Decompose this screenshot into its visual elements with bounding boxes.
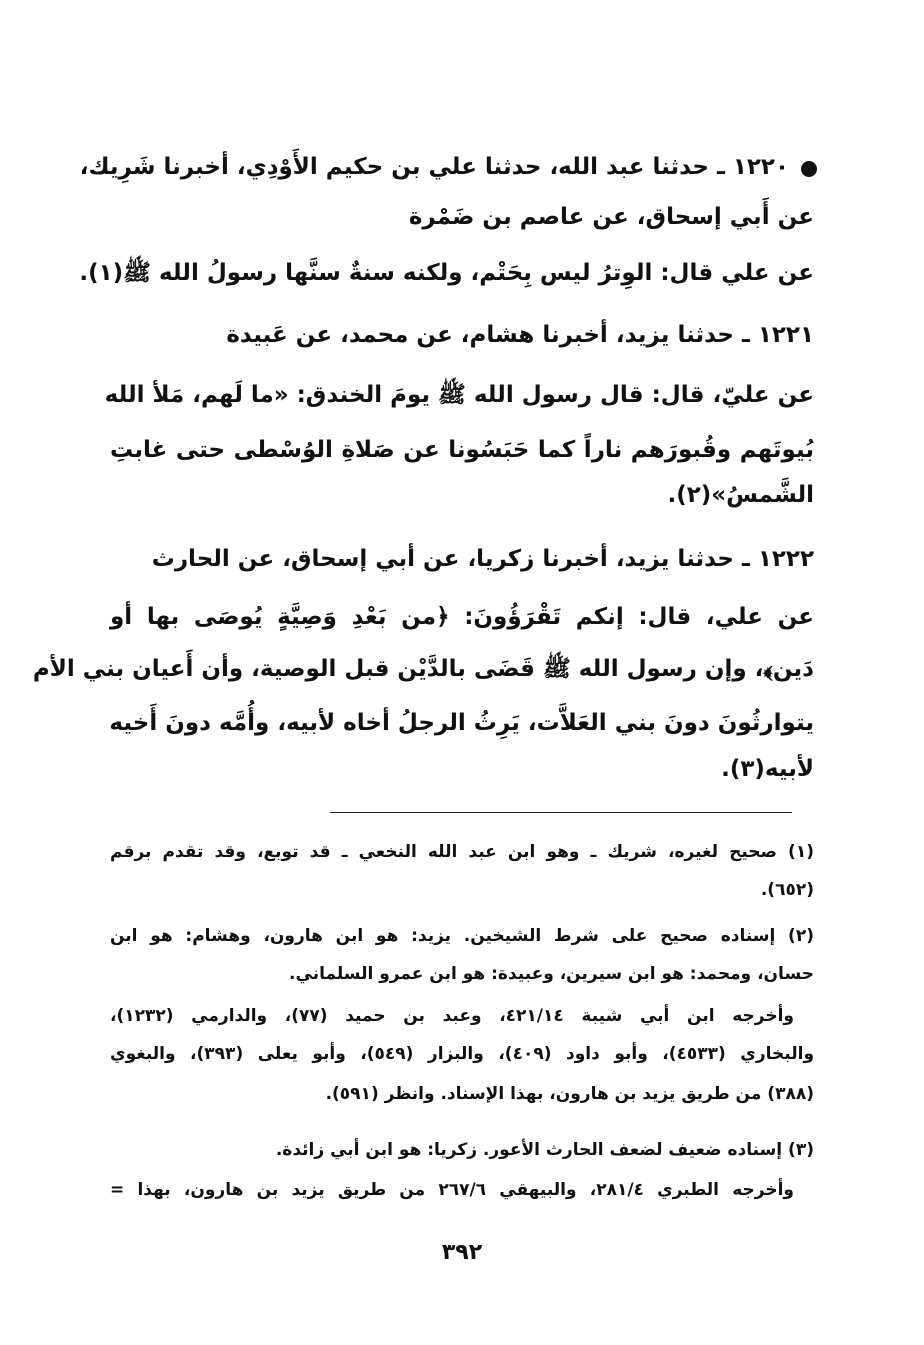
hadith-1222-isnad: ١٢٢٢ ـ حدثنا يزيد، أخبرنا زكريا، عن أبي إسحاق، عن الحارث [151, 546, 814, 572]
hadith-1221-matn-line1: عن عليّ، قال: قال رسول الله ﷺ يومَ الخندق: «ما لَهم، مَلأ الله [104, 382, 814, 408]
hadith-1221-matn-line3: الشَّمسُ»(٢). [667, 482, 814, 508]
hadith-1222-matn-line2: دَين﴾، وإن رسول الله ﷺ قَضَى بالدَّيْن قبل الوصية، وأن أَعيان بني الأم [32, 656, 814, 682]
hadith-1222-matn-line1: عن علي، قال: إنكم تَقْرَؤُونَ: ﴿من بَعْدِ وَصِيَّةٍ يُوصَى بها أو [110, 604, 814, 630]
page-number: ٣٩٢ [441, 1240, 483, 1265]
footnote-2-line5: (٣٨٨) من طريق يزيد بن هارون، بهذا الإسناد. وانظر (٥٩١). [325, 1084, 814, 1104]
hadith-1221-matn-line2: بُيوتَهم وقُبورَهم ناراً كما حَبَسُونا عن صَلاةِ الوُسْطى حتى غابتِ [110, 437, 814, 463]
hadith-1221-isnad: ١٢٢١ ـ حدثنا يزيد، أخبرنا هشام، عن محمد، عن عَبيدة [226, 322, 814, 348]
footnote-2-line3: وأخرجه ابن أبي شيبة ٤٢١/١٤، وعبد بن حميد (٧٧)، والدارمي (١٢٣٢)، [110, 1006, 794, 1026]
footnote-2-line2: حسان، ومحمد: هو ابن سيرين، وعبيدة: هو ابن عمرو السلماني. [289, 964, 814, 984]
footnote-3-line1: (٣) إسناده ضعيف لضعف الحارث الأعور. زكريا: هو ابن أبي زائدة. [275, 1140, 814, 1160]
hadith-1220-matn: عن علي قال: الوِترُ ليس بِحَتْم، ولكنه سنةٌ سنَّها رسولُ الله ﷺ(١). [79, 260, 814, 286]
hadith-bullet-icon [801, 161, 817, 177]
footnote-1-line1: (١) صحيح لغيره، شريك ـ وهو ابن عبد الله النخعي ـ قد توبع، وقد تقدم برقم [110, 842, 814, 862]
footnote-1-line2: (٦٥٢). [760, 880, 814, 900]
hadith-1222-matn-line4: لأبيه(٣). [721, 756, 814, 782]
hadith-1220-isnad-line1: ١٢٢٠ ـ حدثنا عبد الله، حدثنا علي بن حكيم الأَوْدِي، أخبرنا شَرِيك، [79, 154, 789, 180]
footnote-separator [330, 812, 792, 813]
footnote-2-line4: والبخاري (٤٥٣٣)، وأبو داود (٤٠٩)، والبزار (٥٤٩)، وأبو يعلى (٣٩٣)، والبغوي [110, 1044, 815, 1064]
footnote-3-line2: وأخرجه الطبري ٢٨١/٤، والبيهقي ٢٦٧/٦ من طريق يزيد بن هارون، بهذا = [110, 1180, 794, 1200]
hadith-1222-matn-line3: يتوارثُونَ دونَ بني العَلاَّت، يَرِثُ الرجلُ أخاه لأبيه، وأُمَّه دونَ أَخيه [109, 710, 814, 736]
hadith-1220-isnad-line2: عن أَبي إسحاق، عن عاصم بن ضَمْرة [408, 204, 814, 230]
footnote-2-line1: (٢) إسناده صحيح على شرط الشيخين. يزيد: هو ابن هارون، وهشام: هو ابن [110, 926, 814, 946]
